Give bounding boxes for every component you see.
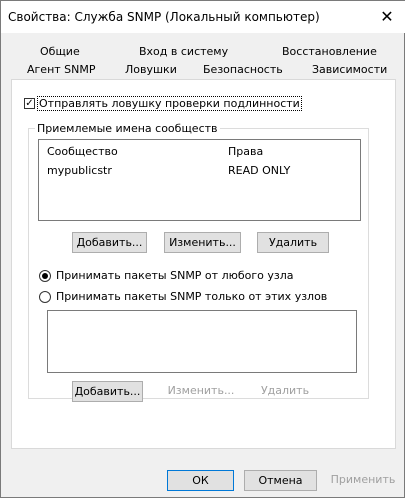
edit-host-label: Изменить... xyxy=(167,384,235,397)
ok-button[interactable] xyxy=(167,470,234,491)
these-hosts-radio[interactable] xyxy=(39,291,51,303)
tab-security[interactable]: Безопасность xyxy=(203,63,283,76)
community-name: mypublicstr xyxy=(47,164,112,177)
apply-button[interactable] xyxy=(327,470,399,491)
tab-dependencies[interactable]: Зависимости xyxy=(312,63,388,76)
title-bar[interactable] xyxy=(1,1,405,33)
ok-label: ОК xyxy=(192,474,209,487)
add-community-button[interactable] xyxy=(72,232,147,253)
tab-logon[interactable]: Вход в систему xyxy=(139,45,229,58)
add-host-label: Добавить... xyxy=(74,385,141,398)
remove-community-button[interactable] xyxy=(257,232,329,253)
edit-community-button[interactable] xyxy=(164,232,241,253)
tab-traps[interactable]: Ловушки xyxy=(125,63,177,76)
edit-community-label: Изменить... xyxy=(169,236,236,249)
add-host-button[interactable] xyxy=(72,381,143,402)
close-icon[interactable]: ✕ xyxy=(380,7,394,26)
tab-recovery[interactable]: Восстановление xyxy=(282,45,377,58)
cancel-button[interactable] xyxy=(244,470,317,491)
remove-community-label: Удалить xyxy=(268,236,318,249)
add-community-label: Добавить... xyxy=(76,236,143,249)
remove-host-label: Удалить xyxy=(260,384,310,397)
these-hosts-label[interactable]: Принимать пакеты SNMP только от этих узлов xyxy=(56,290,328,303)
apply-label: Применить xyxy=(330,473,396,486)
tab-snmp-agent[interactable]: Агент SNMP xyxy=(27,63,96,76)
table-row[interactable] xyxy=(39,162,360,180)
edit-host-button[interactable] xyxy=(165,381,237,402)
remove-host-button[interactable] xyxy=(259,381,311,402)
auth-trap-label[interactable]: Отправлять ловушку проверки подлинности xyxy=(39,97,300,110)
column-header-rights[interactable]: Права xyxy=(228,145,264,158)
any-host-radio[interactable] xyxy=(39,270,51,282)
communities-group-label: Приемлемые имена сообществ xyxy=(37,122,218,135)
window-title: Свойства: Служба SNMP (Локальный компьютер) xyxy=(8,10,320,24)
community-rights: READ ONLY xyxy=(228,164,291,177)
cancel-label: Отмена xyxy=(258,474,303,487)
column-header-community[interactable]: Сообщество xyxy=(47,145,118,158)
auth-trap-checkbox[interactable] xyxy=(24,98,35,109)
hosts-list[interactable] xyxy=(47,310,357,373)
communities-list[interactable] xyxy=(38,139,361,221)
check-icon: ✓ xyxy=(25,98,34,109)
tab-general[interactable]: Общие xyxy=(40,45,80,58)
any-host-label[interactable]: Принимать пакеты SNMP от любого узла xyxy=(56,269,294,282)
